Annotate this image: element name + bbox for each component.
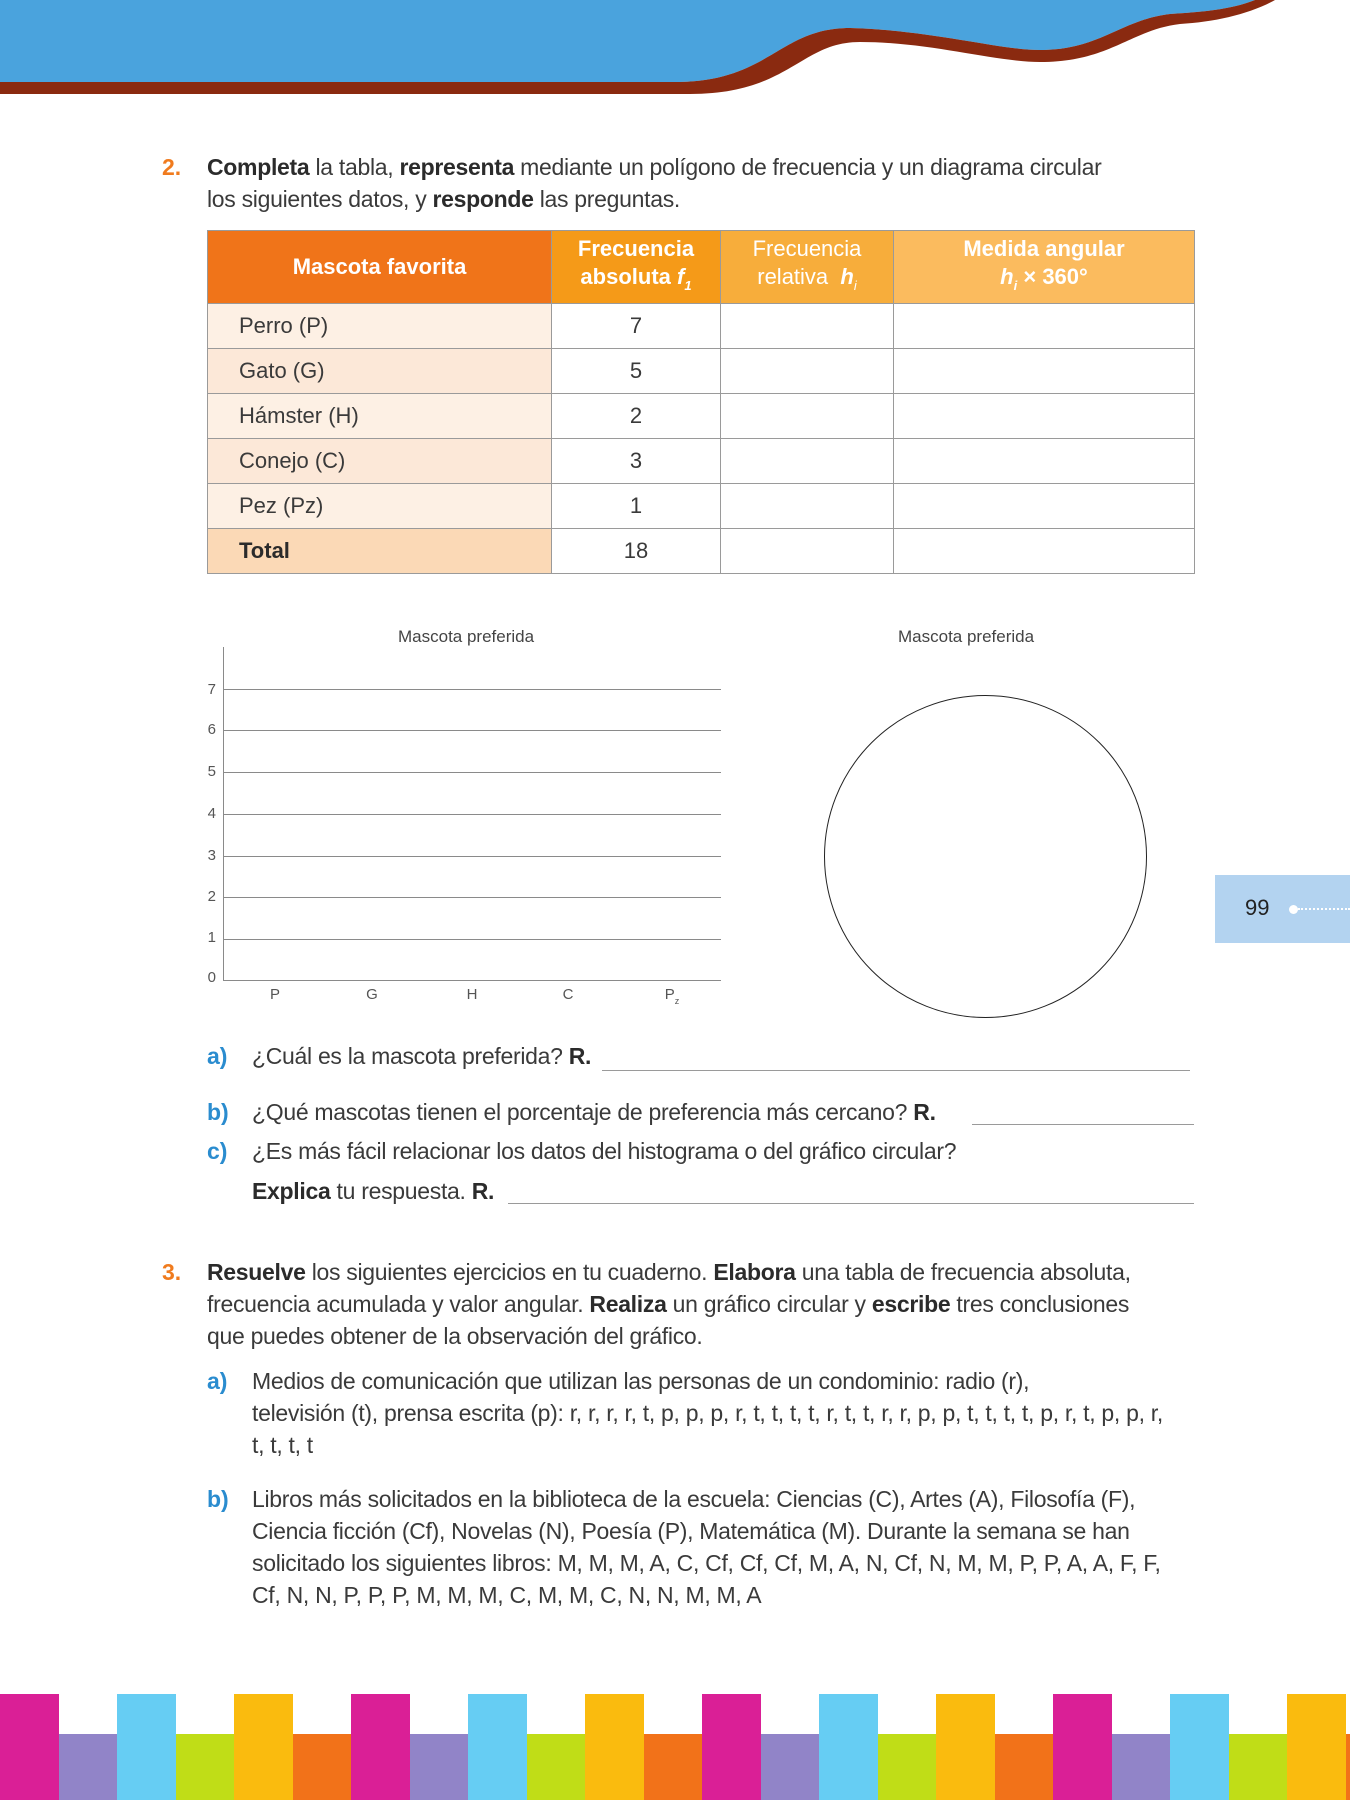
footer-bar: [1346, 1734, 1350, 1800]
frequency-table: [207, 230, 1195, 574]
dotted-line: [1298, 908, 1350, 910]
cell-mascota: Pez (Pz): [208, 484, 552, 529]
instr-text: mediante un polígono de frecuencia y un diagrama circular: [514, 154, 1102, 180]
cell-fi: 3: [552, 439, 721, 484]
header-mascota-favorita: [208, 231, 552, 304]
exercise-3b-text: [252, 1483, 1212, 1611]
y-tick: 2: [207, 888, 216, 905]
cell-angle-blank[interactable]: [894, 349, 1195, 394]
text-line: Libros más solicitados en la biblioteca de la escuela: Ciencias (C), Artes (A), Filosofía (F),: [252, 1486, 1136, 1512]
x-axis: [223, 980, 721, 981]
question-b-letter: b): [207, 1099, 229, 1125]
header-label: Mascota favorita: [292, 254, 467, 279]
cell-fi: 7: [552, 304, 721, 349]
symbol-h: h: [1000, 263, 1014, 289]
y-tick: 1: [207, 929, 216, 946]
cell-angle-blank[interactable]: [894, 394, 1195, 439]
text-line: televisión (t), prensa escrita (p): r, r, r, r, t, p, p, p, r, t, t, t, t, r, t, t, r, r, p, p, t, t, t, t, p, r, t, p, p, r,: [252, 1400, 1163, 1426]
cell-hi-blank[interactable]: [721, 394, 894, 439]
keyword-representa: representa: [399, 154, 515, 180]
footer-bar: [0, 1694, 59, 1800]
keyword-explica: Explica: [252, 1178, 331, 1204]
keyword-elabora: Elabora: [713, 1259, 796, 1285]
answer-line-c[interactable]: [508, 1203, 1194, 1204]
x-tick: G: [366, 986, 378, 1003]
cell-angle-blank[interactable]: [894, 304, 1195, 349]
page-number: 99: [1245, 895, 1270, 920]
footer-bar: [59, 1734, 118, 1800]
cell-angle-blank[interactable]: [894, 439, 1195, 484]
footer-bar: [234, 1694, 293, 1800]
table-row: [208, 439, 1195, 484]
x-tick: $P_z$: [664, 986, 680, 1006]
cell-fi: 5: [552, 349, 721, 394]
question-c: ¿Es más fácil relacionar los datos del histograma o del gráfico circular?: [252, 1138, 957, 1164]
cell-mascota: Hámster (H): [208, 394, 552, 439]
cell-fi: 1: [552, 484, 721, 529]
y-tick: 3: [207, 847, 216, 864]
cell-fi: 2: [552, 394, 721, 439]
cell-mascota: Gato (G): [208, 349, 552, 394]
symbol-f: f: [677, 263, 685, 289]
answer-label: R.: [568, 1043, 592, 1069]
question-text: ¿Cuál es la mascota preferida?: [252, 1043, 569, 1069]
table-row: [208, 349, 1195, 394]
x-tick: P: [269, 986, 280, 1003]
cell-angle-blank[interactable]: [894, 529, 1195, 574]
header-label: Medida angular: [963, 235, 1125, 261]
header-label: absoluta: [580, 263, 671, 289]
text-line: Medios de comunicación que utilizan las personas de un condominio: radio (r),: [252, 1368, 1030, 1394]
exercise-2-instructions: [207, 151, 1207, 215]
cell-mascota: Perro (P): [208, 304, 552, 349]
instr-text: un gráfico circular y: [666, 1291, 872, 1317]
exercise-2-number: 2.: [162, 154, 182, 180]
footer-bar: [351, 1694, 410, 1800]
exercise-3a-letter: a): [207, 1368, 228, 1394]
cell-fi-total: 18: [552, 529, 721, 574]
cell-total-label: Total: [208, 529, 552, 574]
keyword-resuelve: Resuelve: [207, 1259, 306, 1285]
question-c-explain: [252, 1175, 494, 1207]
subscript: i: [1013, 277, 1018, 293]
question-text: ¿Qué mascotas tienen el porcentaje de preferencia más cercano?: [252, 1099, 914, 1125]
instr-text: tres conclusiones: [950, 1291, 1130, 1317]
dot-icon: [1289, 905, 1298, 914]
question-text: tu respuesta.: [330, 1178, 472, 1204]
instr-text: que puedes obtener de la observación del gráfico.: [207, 1323, 703, 1349]
footer-bar: [819, 1694, 878, 1800]
question-b: [252, 1096, 936, 1128]
instr-text: los siguientes datos, y: [207, 186, 433, 212]
grid-line-4: [223, 814, 721, 815]
header-medida-angular: [894, 231, 1195, 304]
grid-line-7: [223, 689, 721, 690]
cell-angle-blank[interactable]: [894, 484, 1195, 529]
exercise-3-number: 3.: [162, 1259, 182, 1285]
footer-bar: [527, 1734, 586, 1800]
footer-bar: [995, 1734, 1054, 1800]
x-tick: H: [466, 986, 478, 1003]
footer-bar: [936, 1694, 995, 1800]
grid-line-6: [223, 730, 721, 731]
header-wave-decoration: [0, 0, 1350, 110]
footer-bar: [1170, 1694, 1229, 1800]
footer-bar: [878, 1734, 937, 1800]
text-line: t, t, t, t: [252, 1432, 313, 1458]
table-row: [208, 394, 1195, 439]
footer-bar: [585, 1694, 644, 1800]
y-tick: 5: [207, 763, 216, 780]
header-label: Frecuencia: [752, 235, 862, 261]
footer-bar: [176, 1734, 235, 1800]
header-label: Frecuencia: [577, 235, 695, 261]
grid-line-5: [223, 772, 721, 773]
y-tick: 4: [207, 805, 216, 822]
keyword-completa: Completa: [207, 154, 310, 180]
grid-line-2: [223, 897, 721, 898]
header-label: × 360°: [1017, 263, 1088, 289]
cell-hi-blank[interactable]: [721, 304, 894, 349]
chart-title: Mascota preferida: [898, 627, 1035, 646]
grid-line-3: [223, 856, 721, 857]
y-tick: 0: [207, 969, 216, 986]
table-row-total: [208, 529, 1195, 574]
chart-title: Mascota preferida: [398, 627, 535, 646]
question-a-letter: a): [207, 1043, 228, 1069]
pie-circle-blank[interactable]: [824, 695, 1147, 1018]
table-row: [208, 304, 1195, 349]
answer-label: R.: [913, 1099, 936, 1125]
footer-bar: [410, 1734, 469, 1800]
table-row: [208, 484, 1195, 529]
footer-bar: [468, 1694, 527, 1800]
keyword-realiza: Realiza: [589, 1291, 667, 1317]
table-header-row: [208, 231, 1195, 304]
keyword-responde: responde: [432, 186, 534, 212]
exercise-3-instructions: [207, 1256, 1217, 1352]
cell-mascota: Conejo (C): [208, 439, 552, 484]
x-tick: C: [562, 986, 574, 1003]
answer-line-b[interactable]: [972, 1124, 1194, 1125]
footer-bar: [761, 1734, 820, 1800]
answer-line-a[interactable]: [602, 1070, 1190, 1071]
header-frecuencia-absoluta: [552, 231, 721, 304]
subscript: 1: [684, 277, 692, 293]
footer-bar: [1053, 1694, 1112, 1800]
header-label: relativa: [757, 263, 829, 289]
answer-label: R.: [471, 1178, 495, 1204]
instr-text: los siguientes ejercicios en tu cuaderno.: [305, 1259, 714, 1285]
cell-hi-blank[interactable]: [721, 349, 894, 394]
footer-bar: [117, 1694, 176, 1800]
header-frecuencia-relativa: [721, 231, 894, 304]
instr-text: las preguntas.: [533, 186, 680, 212]
text-line: Ciencia ficción (Cf), Novelas (N), Poesía (P), Matemática (M). Durante la semana se han: [252, 1518, 1130, 1544]
question-c-letter: c): [207, 1138, 228, 1164]
question-a: [252, 1040, 591, 1072]
cell-hi-blank[interactable]: [721, 439, 894, 484]
cell-hi-blank[interactable]: [721, 529, 894, 574]
instr-text: una tabla de frecuencia absoluta,: [795, 1259, 1131, 1285]
grid-line-1: [223, 939, 721, 940]
text-line: solicitado los siguientes libros: M, M, M, A, C, Cf, Cf, Cf, M, A, N, Cf, N, M, M, P, P, A, A, F, F,: [252, 1550, 1161, 1576]
footer-bar: [1229, 1734, 1288, 1800]
subscript: i: [853, 277, 857, 293]
instr-text: frecuencia acumulada y valor angular.: [207, 1291, 590, 1317]
footer-bar: [644, 1734, 703, 1800]
footer-bar: [1287, 1694, 1346, 1800]
y-tick: 7: [207, 681, 216, 698]
text-line: Cf, N, N, P, P, P, M, M, M, C, M, M, C, N, N, M, M, A: [252, 1582, 762, 1608]
instr-text: la tabla,: [309, 154, 400, 180]
keyword-escribe: escribe: [871, 1291, 951, 1317]
exercise-3a-text: [252, 1365, 1212, 1461]
footer-bar: [293, 1734, 352, 1800]
exercise-3b-letter: b): [207, 1486, 229, 1512]
cell-hi-blank[interactable]: [721, 484, 894, 529]
footer-bar: [1112, 1734, 1171, 1800]
symbol-h: h: [840, 263, 854, 289]
page-number-tab: [1215, 875, 1350, 943]
footer-bar: [702, 1694, 761, 1800]
y-tick: 6: [207, 721, 216, 738]
